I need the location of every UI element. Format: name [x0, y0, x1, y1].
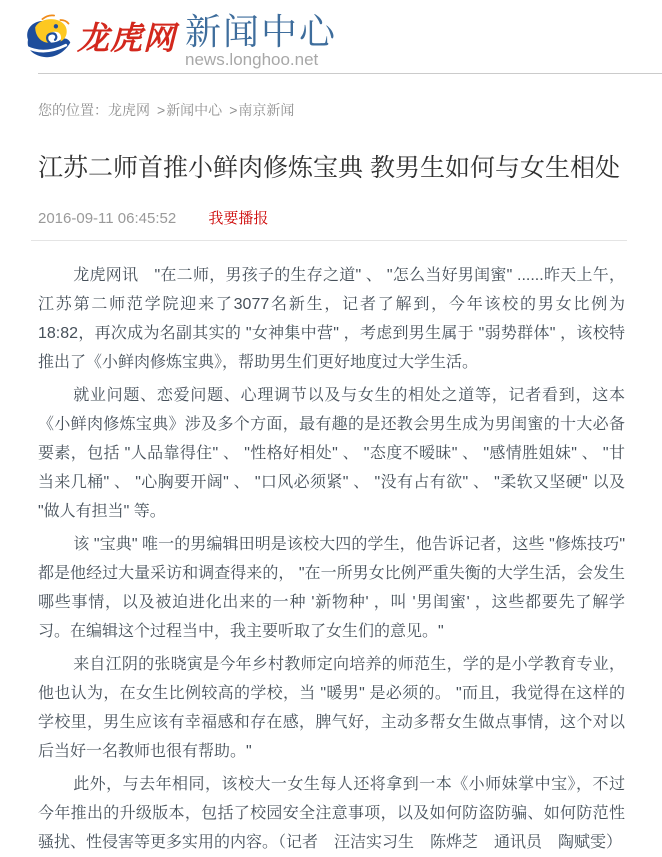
longhoo-dragon-logo-icon[interactable] [19, 12, 73, 64]
report-link[interactable]: 我要播报 [208, 210, 269, 227]
breadcrumb-item-home[interactable]: 龙虎网 [108, 102, 150, 118]
breadcrumb-item-nanjing-news[interactable]: 南京新闻 [238, 102, 295, 118]
article-paragraph: 来自江阴的张晓寅是今年乡村教师定向培养的师范生，学的是小学教育专业，他也认为，在女生比例较高的学校，当 "暖男" 是必须的。 "而且，我觉得在这样的学校里，男生应该有幸福感和存在感，脾气好，主动多帮女生做点事情，这个对以后当好一名教师也很有帮助。" [38, 656, 625, 760]
article-paragraph: 龙虎网讯 "在二师，男孩子的生存之道" 、 "怎么当好男闺蜜" ......昨天上午，江苏第二师范学院迎来了3077名新生，记者了解到，今年该校的男女比例为18:82，再次成为名副其实的 "女神集中营" ，考虑到男生属于 "弱势群体" ，该校特推出了《小鲜肉修炼宝典》，帮助男生们更好地度过大学生活。 [38, 267, 625, 371]
meta-divider [31, 240, 627, 241]
article-body [38, 261, 625, 857]
site-name[interactable]: 龙虎网 [77, 19, 177, 57]
header-divider [38, 73, 662, 74]
site-header [0, 0, 662, 73]
breadcrumb-separator: > [229, 102, 238, 118]
article-paragraph: 该 "宝典" 唯一的男编辑田明是该校大四的学生，他告诉记者，这些 "修炼技巧" 都是他经过大量采访和调查得来的， "在一所男女比例严重失衡的大学生活，会发生哪些事情，以及被迫进化出来的一种 '新物种' ，叫 '男闺蜜' ，这些都要先了解学习。在编辑这个过程当中，我主要听取了女生们的意见。" [38, 536, 625, 640]
article-meta [38, 207, 662, 228]
news-center-title[interactable]: 新闻中心 [185, 11, 338, 52]
breadcrumb-prefix: 您的位置： [38, 102, 108, 118]
masthead [185, 12, 337, 70]
article-paragraph: 此外，与去年相同，该校大一女生每人还将拿到一本《小师妹掌中宝》，不过今年推出的升级版本，包括了校园安全注意事项，以及如何防盗防骗、如何防范性骚扰、性侵害等更多实用的内容。（记者 汪洁实习生 陈烨芝 通讯员 陶赋雯） [38, 776, 625, 851]
breadcrumb-item-news-center[interactable]: 新闻中心 [166, 102, 223, 118]
breadcrumb-separator: > [157, 102, 166, 118]
article-paragraph: 就业问题、恋爱问题、心理调节以及与女生的相处之道等，记者看到，这本《小鲜肉修炼宝典》涉及多个方面，最有趣的是还教会男生成为男闺蜜的十大必备要素，包括 "人品靠得住" 、 "性格好相处" 、 "态度不暧昧" 、 "感情胜姐妹" 、 "甘当来几桶" 、 "心胸要开阔" 、 "口风必须紧" 、 "没有占有欲" 、 "柔软又坚硬" 以及 "做人有担当" 等。 [38, 387, 625, 520]
breadcrumb [38, 100, 662, 120]
site-url: news.longhoo.net [185, 50, 319, 69]
article-title: 江苏二师首推小鲜肉修炼宝典 教男生如何与女生相处 [38, 154, 620, 182]
publish-time: 2016-09-11 06:45:52 [38, 210, 177, 227]
